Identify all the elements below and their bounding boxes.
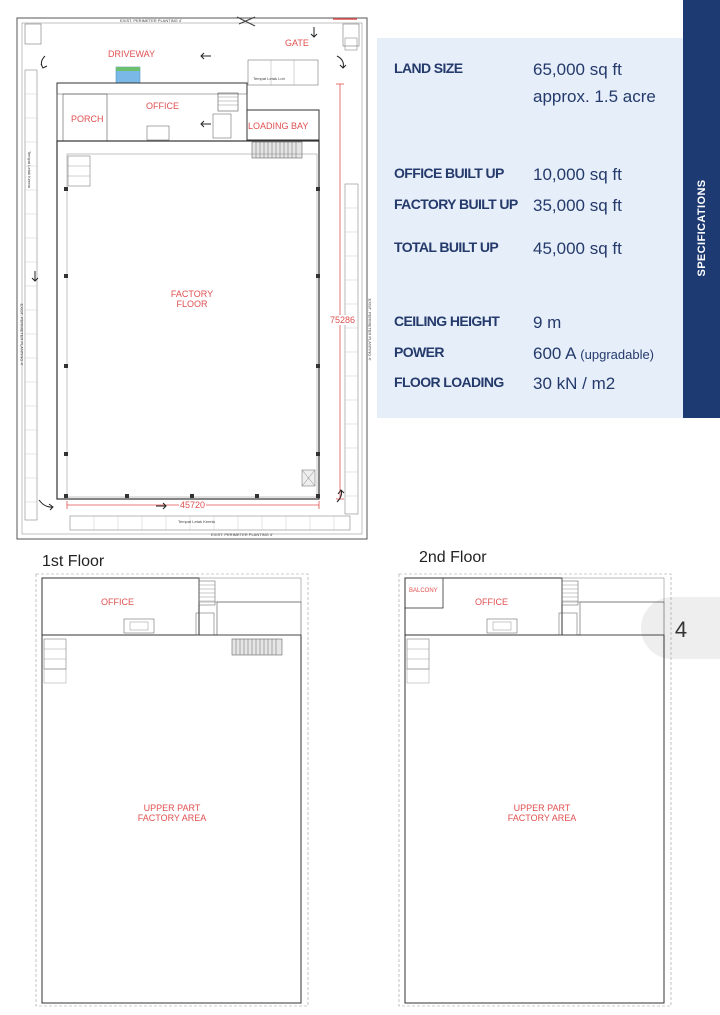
- porch-label: PORCH: [71, 114, 104, 124]
- page-number: 4: [674, 617, 688, 642]
- floor2-upper-factory-label: [494, 803, 590, 823]
- power-note: (upgradable): [580, 347, 655, 362]
- factory-floor-line2: FLOOR: [176, 299, 208, 309]
- land-size-label: LAND SIZE: [394, 60, 463, 76]
- factory-built-up-label: FACTORY BUILT UP: [394, 196, 518, 212]
- floor1-plan: [34, 573, 312, 1008]
- floor1-upper-factory-label: [124, 803, 220, 823]
- lorry-parking-label: Tempat Letak Lori: [253, 76, 285, 81]
- office-built-up-label: OFFICE BUILT UP: [394, 165, 504, 181]
- gate-label: GATE: [285, 38, 309, 48]
- car-parking-bottom-label: Tempat Letak Kereta: [178, 519, 215, 524]
- perimeter-top-label: EXIST. PERIMETER PLANTING 4': [120, 18, 182, 23]
- floor2-plan: [397, 573, 674, 1008]
- land-size-value: 65,000 sq ft: [533, 60, 622, 79]
- ceiling-height-label: CEILING HEIGHT: [394, 313, 500, 329]
- power-label: POWER: [394, 344, 444, 360]
- total-built-up-value: 45,000 sq ft: [533, 239, 622, 258]
- land-size-approx: approx. 1.5 acre: [533, 87, 656, 106]
- floor1-title: 1st Floor: [42, 553, 105, 570]
- floor2-drawing: [397, 573, 674, 1008]
- floor2-upper-line1: UPPER PART: [513, 803, 571, 813]
- perimeter-left-label: EXIST. PERIMETER PLANTING 4': [19, 303, 25, 366]
- site-plan-drawing: [15, 14, 373, 542]
- floor-loading-label: FLOOR LOADING: [394, 374, 504, 390]
- floor2-office-label: OFFICE: [475, 597, 508, 607]
- floor2-title: 2nd Floor: [419, 549, 487, 566]
- floor2-balcony-label: BALCONY: [409, 588, 438, 594]
- car-parking-left-label: Tempat Letak Kereta: [26, 151, 32, 188]
- total-built-up-label: TOTAL BUILT UP: [394, 239, 499, 255]
- office-built-up-value: 10,000 sq ft: [533, 165, 622, 184]
- floor1-upper-line2: FACTORY AREA: [137, 813, 207, 823]
- dimension-vertical: 75286: [330, 315, 356, 325]
- factory-floor-line1: FACTORY: [170, 289, 214, 299]
- floor1-upper-line1: UPPER PART: [143, 803, 201, 813]
- floor2-upper-line2: FACTORY AREA: [507, 813, 577, 823]
- floor1-drawing: [34, 573, 312, 1008]
- ceiling-height-value: 9 m: [533, 313, 562, 332]
- power-amount: 600 A: [533, 344, 576, 363]
- perimeter-right-label: EXIST. PERIMETER PLANTING 4': [367, 298, 373, 361]
- loading-bay-label: LOADING BAY: [248, 121, 309, 131]
- specifications-side-tab: [683, 0, 720, 418]
- side-tab-label: SPECIFICATIONS: [695, 179, 708, 277]
- office-label: OFFICE: [146, 101, 179, 111]
- dimension-horizontal: 45720: [180, 500, 206, 510]
- power-value: [533, 344, 654, 364]
- factory-built-up-value: 35,000 sq ft: [533, 196, 622, 215]
- floor1-office-label: OFFICE: [101, 597, 134, 607]
- perimeter-bottom-label: EXIST. PERIMETER PLANTING 4': [211, 532, 273, 537]
- specifications-panel: [377, 38, 683, 418]
- factory-floor-label: [165, 289, 219, 309]
- driveway-label: DRIVEWAY: [108, 49, 156, 59]
- site-plan: [15, 14, 373, 542]
- floor-loading-value: 30 kN / m2: [533, 374, 616, 393]
